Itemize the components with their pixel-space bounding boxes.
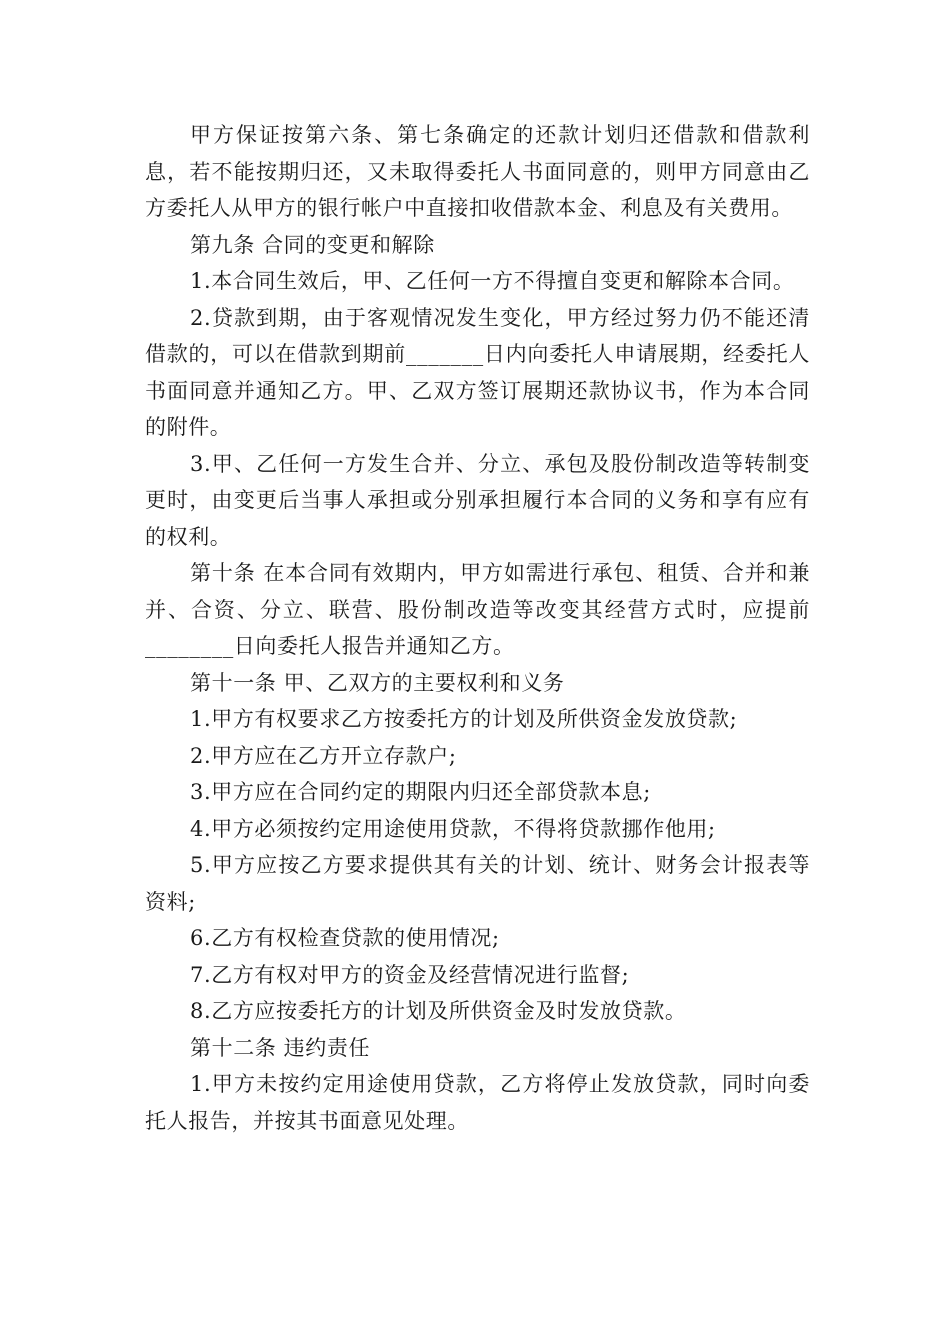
article-12-heading: 第十二条 违约责任 <box>190 1035 371 1060</box>
article-9-item-1: 1.本合同生效后，甲、乙任何一方不得擅自变更和解除本合同。 <box>190 269 795 293</box>
article-11-item-1: 1.甲方有权要求乙方按委托方的计划及所供资金发放贷款; <box>190 707 738 731</box>
article-12-item-1: 1.甲方未按约定用途使用贷款，乙方将停止发放贷款，同时向委托人报告，并按其书面意见处理。 <box>145 1072 810 1133</box>
article-11-item-7: 7.乙方有权对甲方的资金及经营情况进行监督; <box>190 962 630 987</box>
article-11-item-2: 2.甲方应在乙方开立存款户; <box>190 743 457 768</box>
article-11-item-5: 5.甲方应按乙方要求提供其有关的计划、统计、财务会计报表等资料; <box>145 853 810 914</box>
paragraph-repayment-guarantee: 甲方保证按第六条、第七条确定的还款计划归还借款和借款利息，若不能按期归还，又未取得委托人书面同意的，则甲方同意由乙方委托人从甲方的银行帐户中直接扣收借款本金、利息及有关费用。 <box>145 123 810 220</box>
article-11-item-3: 3.甲方应在合同约定的期限内归还全部贷款本息; <box>190 780 651 804</box>
article-9-item-3: 3.甲、乙任何一方发生合并、分立、承包及股份制改造等转制变更时，由变更后当事人承担或分别承担履行本合同的义务和享有应有的权利。 <box>145 451 810 549</box>
article-11-item-6: 6.乙方有权检查贷款的使用情况; <box>190 926 500 950</box>
article-11-item-4: 4.甲方必须按约定用途使用贷款，不得将贷款挪作他用; <box>190 816 716 841</box>
article-11-heading: 第十一条 甲、乙双方的主要权利和义务 <box>190 670 565 695</box>
article-10-paragraph: 第十条 在本合同有效期内，甲方如需进行承包、租赁、合并和兼并、合资、分立、联营、股份制改造等改变其经营方式时，应提前________日向委托人报告并通知乙方。 <box>145 561 810 658</box>
article-9-heading: 第九条 合同的变更和解除 <box>190 232 435 257</box>
article-11-item-8: 8.乙方应按委托方的计划及所供资金及时发放贷款。 <box>190 999 687 1023</box>
document-body <box>145 117 810 1139</box>
article-9-item-2: 2.贷款到期，由于客观情况发生变化，甲方经过努力仍不能还清借款的，可以在借款到期前_______日内向委托人申请展期，经委托人书面同意并通知乙方。甲、乙双方签订展期还款协议书，作为本合同的附件。 <box>145 305 810 439</box>
